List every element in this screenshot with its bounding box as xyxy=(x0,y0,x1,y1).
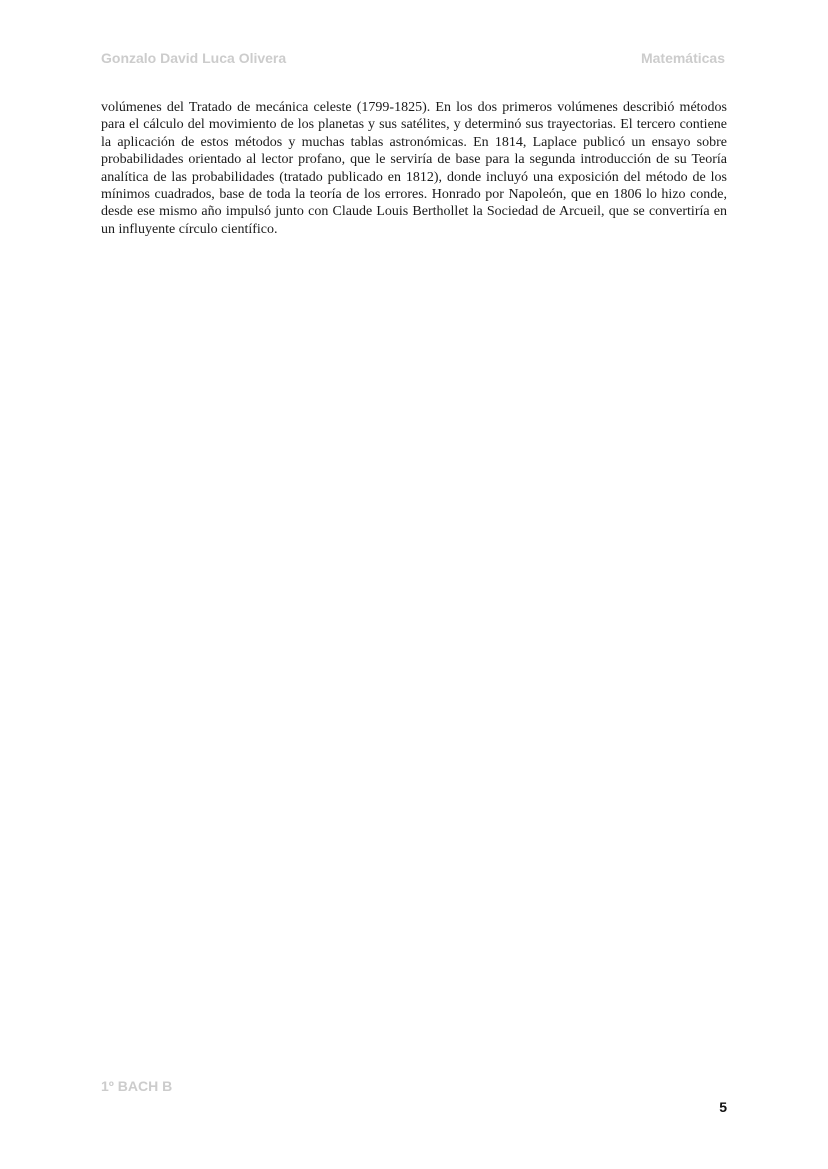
header-subject: Matemáticas xyxy=(640,50,725,66)
page-header xyxy=(101,50,727,70)
page-number: 5 xyxy=(719,1099,727,1115)
header-author: Gonzalo David Luca Olivera xyxy=(101,50,287,66)
body-paragraph: volúmenes del Tratado de mecánica celeste (1799-1825). En los dos primeros volúmenes describió métodos para el cálculo del movimiento de los planetas y sus satélites, y determinó sus trayectorias. El tercero contiene la aplicación de estos métodos y muchas tablas astronómicas. En 1814, Laplace publicó un ensayo sobre probabilidades orientado al lector profano, que le serviría de base para la segunda introducción de su Teoría analítica de las probabilidades (tratado publicado en 1812), donde incluyó una exposición del método de los mínimos cuadrados, base de toda la teoría de los errores. Honrado por Napoleón, que en 1806 lo hizo conde, desde ese mismo año impulsó junto con Claude Louis Berthollet la Sociedad de Arcueil, que se convertiría en un influyente círculo científico. xyxy=(101,100,727,237)
footer-course: 1º BACH B xyxy=(101,1078,173,1094)
